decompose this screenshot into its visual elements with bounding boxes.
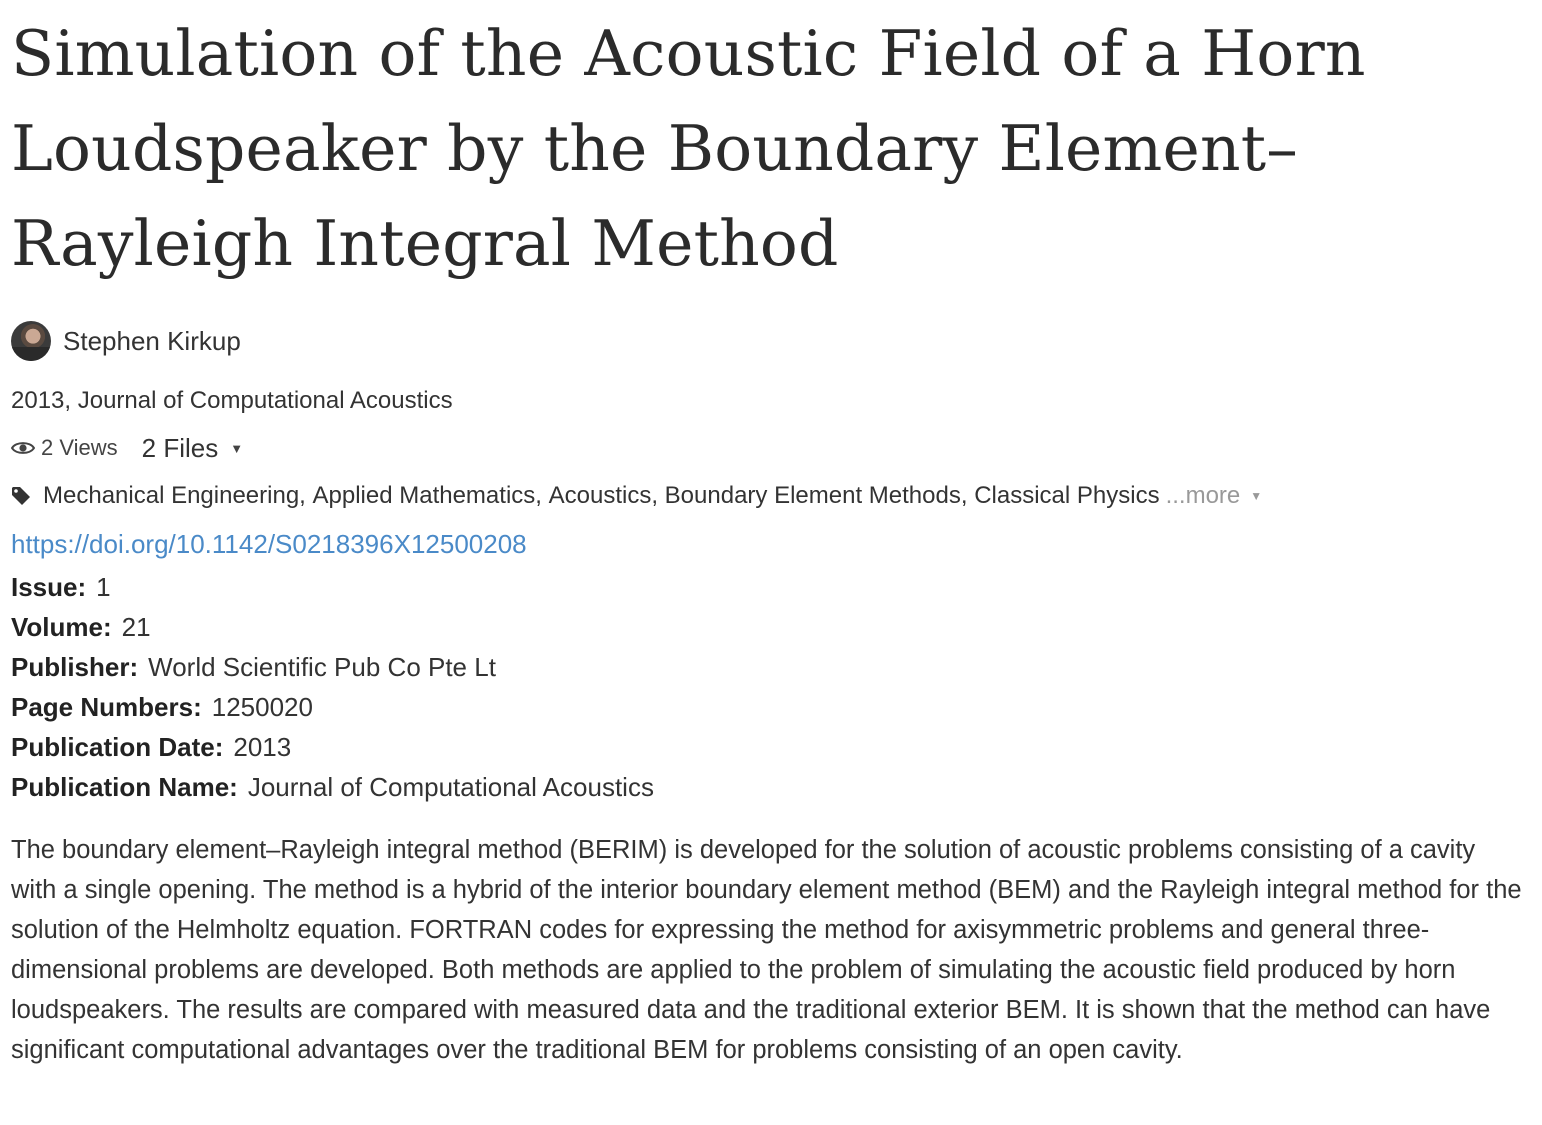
metadata-row (11, 607, 1531, 647)
tags-more-link[interactable]: ...more (1165, 482, 1241, 509)
metadata-row (11, 647, 1531, 687)
doi-link[interactable]: https://doi.org/10.1142/S0218396X12500208 (11, 529, 527, 559)
tags-row (11, 479, 1531, 513)
metadata-key: Issue: (11, 572, 87, 602)
metadata-list (11, 567, 1531, 807)
tag-item[interactable]: Acoustics, (548, 482, 658, 509)
metadata-row (11, 767, 1531, 807)
author-avatar[interactable] (11, 321, 51, 361)
metadata-row (11, 567, 1531, 607)
files-dropdown-button[interactable] (142, 433, 243, 464)
tag-item[interactable]: Classical Physics (974, 482, 1160, 509)
metadata-key: Publication Name: (11, 772, 238, 802)
author-row (11, 320, 1531, 362)
metadata-key: Volume: (11, 612, 112, 642)
publication-line: 2013, Journal of Computational Acoustics (11, 387, 453, 414)
author-name-link[interactable]: Stephen Kirkup (63, 325, 241, 356)
metadata-key: Publisher: (11, 652, 139, 682)
metadata-value: 21 (121, 612, 151, 642)
paper-title: Simulation of the Acoustic Field of a Horn Loudspeaker by the Boundary Element–Rayleigh Integral Method (11, 17, 1366, 280)
abstract-text: The boundary element–Rayleigh integral method (BERIM) is developed for the solution of acoustic problems consisting of a cavity with a single opening. The method is a hybrid of the interior boundary element method (BEM) and the Rayleigh integral method for the solution of the Helmholtz equation. FORTRAN codes for expressing the method for axisymmetric problems and general three-dimensional problems are developed. Both methods are applied to the problem of simulating the acoustic field produced by horn loudspeakers. The results are compared with measured data and the traditional exterior BEM. It is shown that the method can have significant computational advantages over the traditional BEM for problems consisting of an open cavity. (11, 836, 1522, 1064)
chevron-down-icon[interactable]: ▼ (1250, 489, 1263, 503)
metadata-key: Page Numbers: (11, 692, 202, 722)
tag-item[interactable]: Mechanical Engineering, (43, 482, 306, 509)
metadata-value: 2013 (233, 732, 292, 762)
metadata-key: Publication Date: (11, 732, 224, 762)
tag-item[interactable]: Boundary Element Methods, (664, 482, 968, 509)
tag-item[interactable]: Applied Mathematics, (312, 482, 542, 509)
paper-page (11, 0, 1531, 1096)
views-count: 2 Views (41, 435, 118, 460)
metadata-row (11, 687, 1531, 727)
eye-icon (11, 440, 35, 456)
metadata-value: 1250020 (211, 692, 313, 722)
metadata-row (11, 727, 1531, 767)
chevron-down-icon: ▼ (230, 440, 244, 456)
metadata-value: 1 (96, 572, 111, 602)
tag-icon (11, 486, 31, 506)
metadata-value: Journal of Computational Acoustics (247, 772, 654, 802)
metadata-value: World Scientific Pub Co Pte Lt (148, 652, 496, 682)
stats-row (11, 431, 1531, 465)
files-label: 2 Files (141, 432, 219, 463)
